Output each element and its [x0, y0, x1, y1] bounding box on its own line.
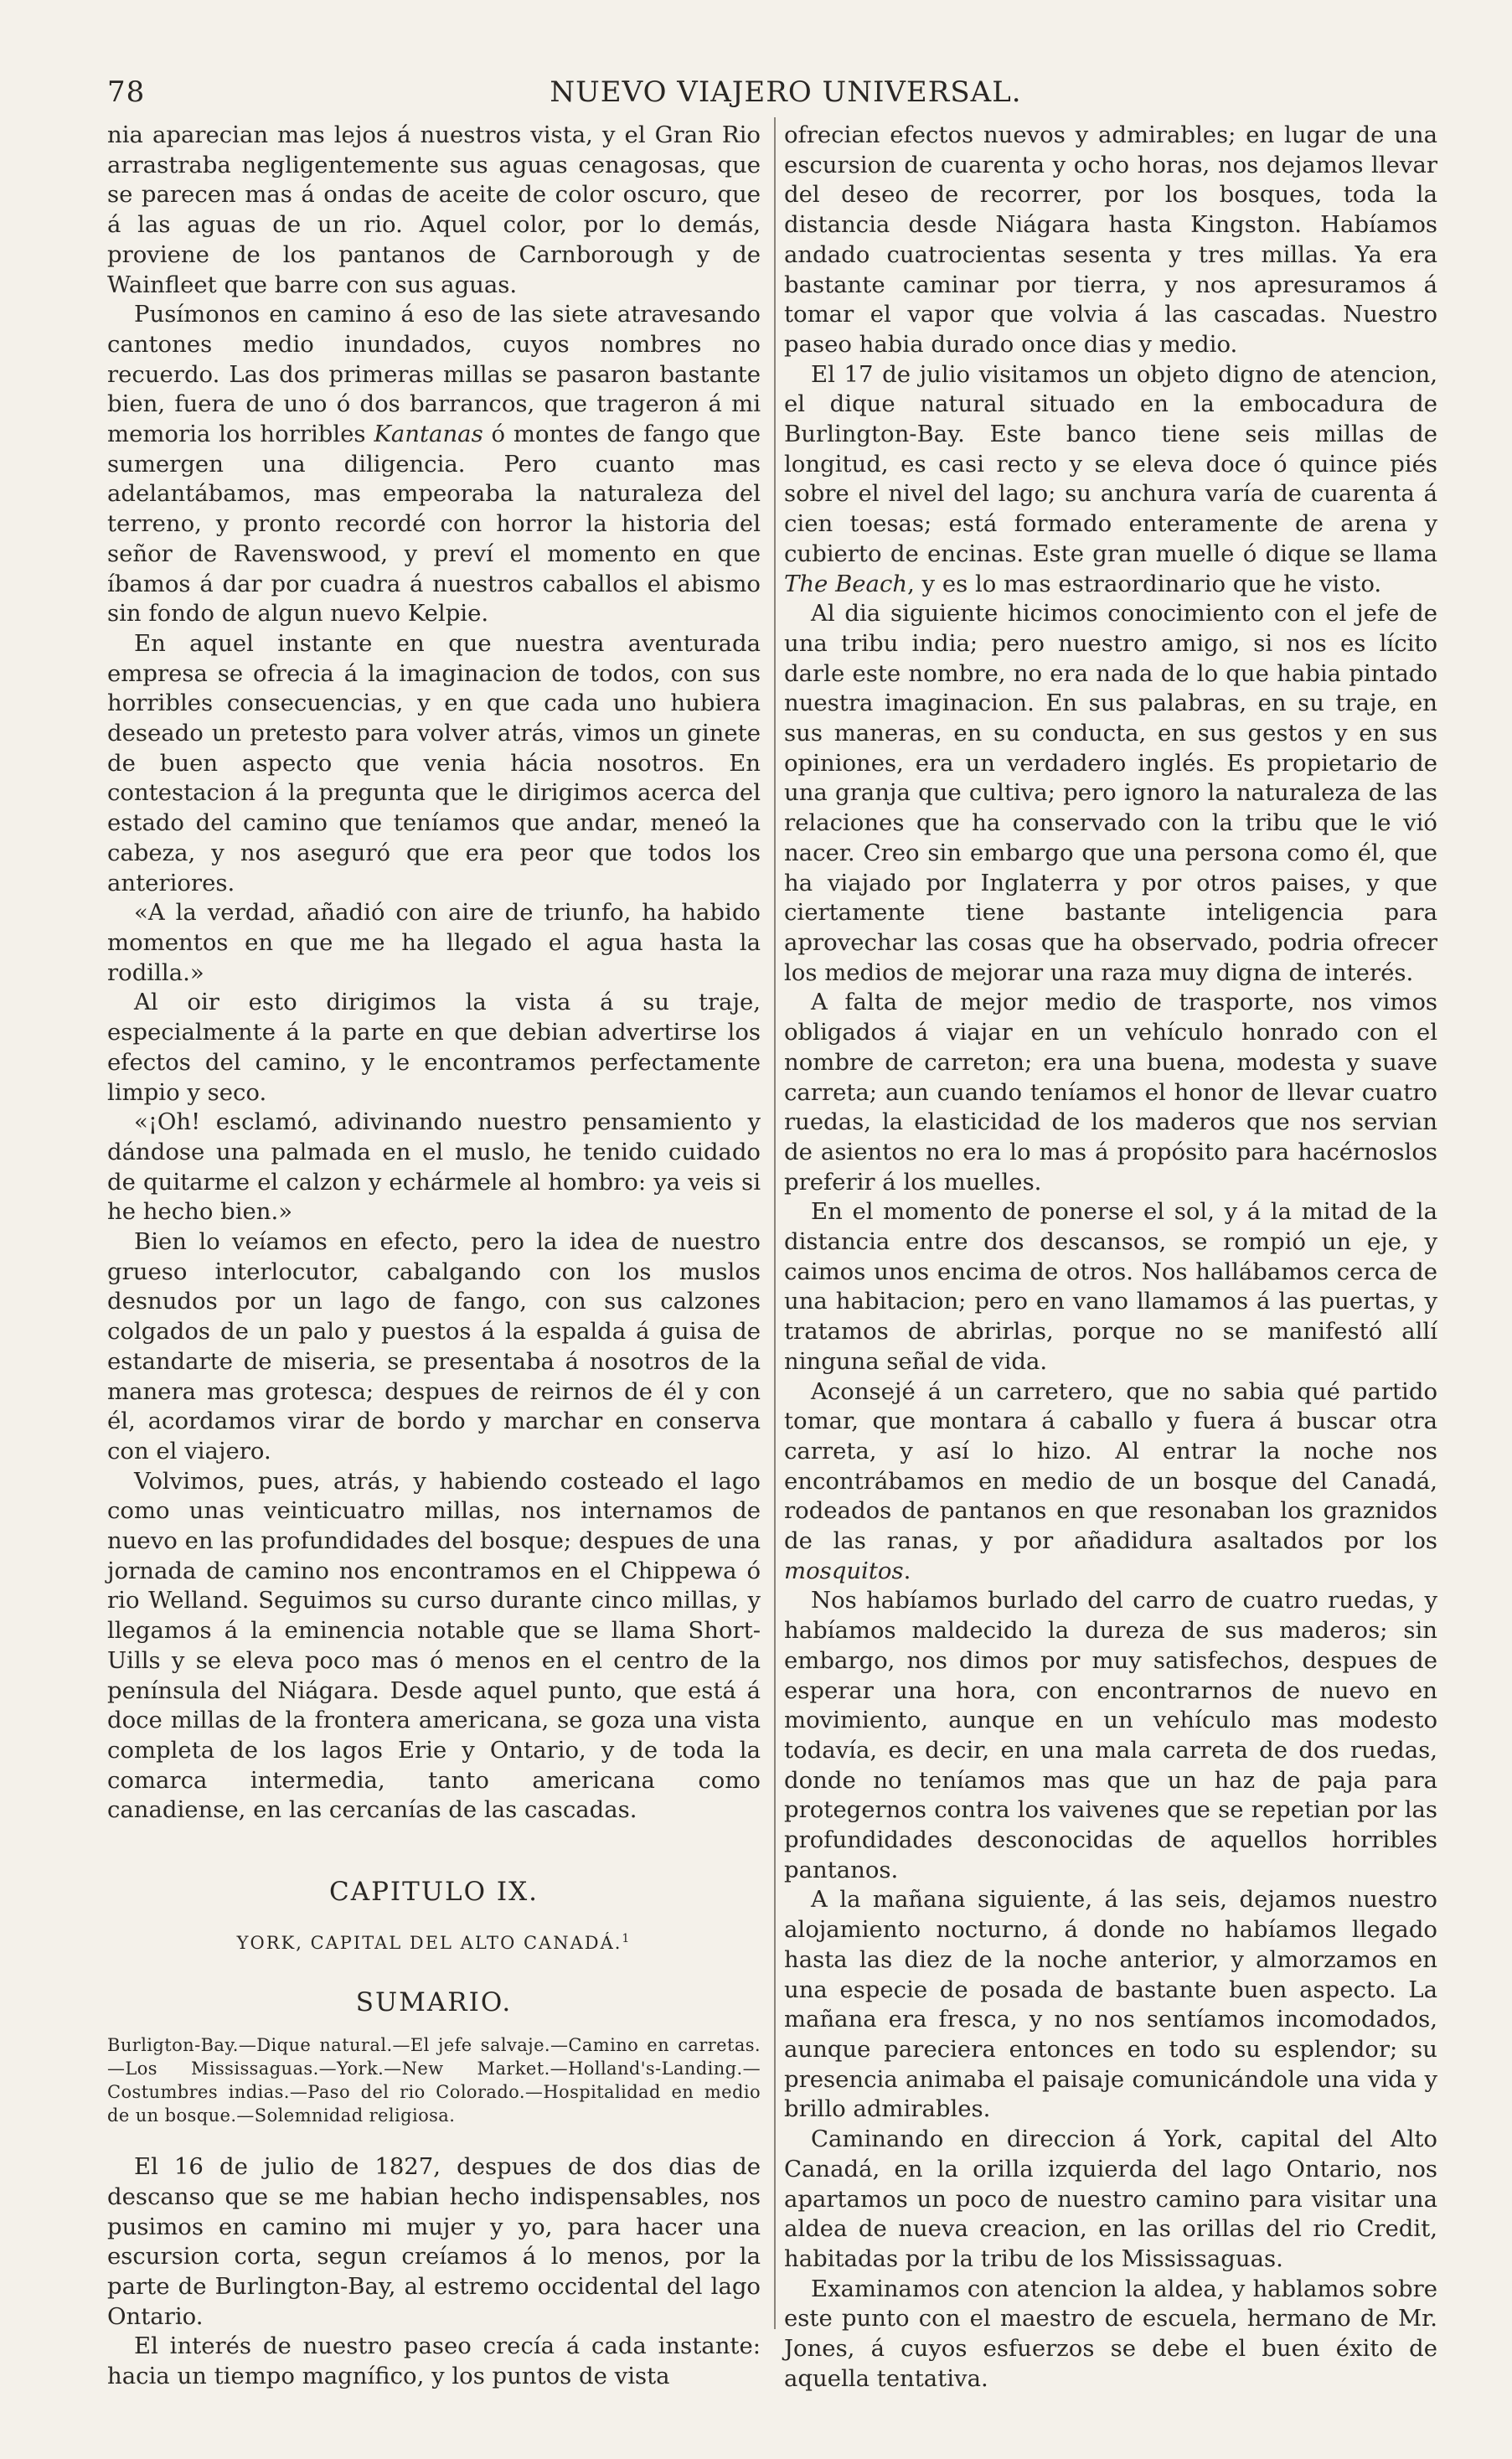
italic-term: Kantanas: [374, 421, 483, 448]
running-title: NUEVO VIAJERO UNIVERSAL.: [550, 75, 1022, 109]
paragraph: El interés de nuestro paseo crecía á cada instante: hacia un tiempo magnífico, y los puntos de vista: [107, 2332, 761, 2390]
paragraph: [784, 360, 1437, 600]
paragraph: Bien lo veíamos en efecto, pero la idea de nuestro grueso interlocutor, cabalgando con los muslos desnudos por un lago de fango, con sus calzones colgados de un palo y puestos á la espalda á guisa de estandarte de miseria, se presentaba á nosotros de la manera mas grotesca; despues de reirnos de él y con él, acordamos virar de bordo y marchar en conserva con el viajero.: [107, 1228, 761, 1465]
text-run: ó montes de fango que sumergen una diligencia. Pero cuanto mas adelantábamos, mas empeoraba la naturaleza del terreno, y pronto recordé con horror la historia del señor de Ravenswood, y preví el momento en que íbamos á dar por cuadra á nuestros caballos el abismo sin fondo de algun nuevo Kelpie.: [107, 421, 761, 628]
paragraph: [107, 300, 761, 629]
paragraph: Volvimos, pues, atrás, y habiendo costeado el lago como unas veinticuatro millas, nos internamos de nuevo en las profundidades del bosque; despues de una jornada de camino nos encontramos en el Chippewa ó rio Welland. Seguimos su curso durante cinco millas, y llegamos á la eminencia notable que se llama Short-Uills y se eleva poco mas ó menos en el centro de la península del Niágara. Desde aquel punto, que está á doce millas de la frontera americana, se goza una vista completa de los lagos Erie y Ontario, y de toda la comarca intermedia, tanto americana como canadiense, en las cercanías de las cascadas.: [107, 1467, 761, 1824]
column-divider: [774, 117, 776, 2329]
running-header: [107, 75, 1464, 117]
chapter-subtitle-text: YORK, CAPITAL DEL ALTO CANADÁ.: [236, 1932, 622, 1953]
paragraph: «A la verdad, añadió con aire de triunfo, ha habido momentos en que me ha llegado el agua hasta la rodilla.»: [107, 899, 761, 986]
paragraph: Al dia siguiente hicimos conocimiento con el jefe de una tribu india; pero nuestro amigo, si nos es lícito darle este nombre, no era nada de lo que habia pintado nuestra imaginacion. En sus palabras, en su traje, en sus maneras, en su conducta, en sus gestos y en sus opiniones, era un verdadero inglés. Es propietario de una granja que cultiva; pero ignoro la naturaleza de las relaciones que ha conservado con la tribu que le vió nacer. Creo sin embargo que una persona como él, que ha viajado por Inglaterra y por otros paises, y que ciertamente tiene bastante inteligencia para aprovechar las cosas que ha observado, podria ofrecer los medios de mejorar una raza muy digna de interés.: [784, 600, 1437, 986]
text-run: Aconsejé á un carretero, que no sabia qué partido tomar, que montara á caballo y fuera á buscar otra carreta, y así lo hizo. Al entrar la noche nos encontrábamos en medio de un bosque del Canadá, rodeados de pantanos en que resonaban los graznidos de las ranas, y por añadidura asaltados por los: [784, 1377, 1437, 1555]
paragraph: Nos habíamos burlado del carro de cuatro ruedas, y habíamos maldecido la dureza de sus maderos; sin embargo, nos dimos por muy satisfechos, despues de esperar una hora, con encontrarnos de nuevo en movimiento, aunque en un vehículo mas modesto todavía, es decir, en una mala carreta de dos ruedas, donde no teníamos mas que un haz de paja para protegernos contra los vaivenes que se repetian por las profundidades desconocidas de aquellos horribles pantanos.: [784, 1587, 1437, 1883]
paragraph: Caminando en direccion á York, capital del Alto Canadá, en la orilla izquierda del lago Ontario, nos apartamos un poco de nuestro camino para visitar una aldea de nueva creacion, en las orillas del rio Credit, habitadas por la tribu de los Mississaguas.: [784, 2126, 1437, 2272]
paragraph: [784, 1377, 1437, 1587]
paragraph: ofrecian efectos nuevos y admirables; en lugar de una escursion de cuarenta y ocho horas, nos dejamos llevar del deseo de recorrer, por los bosques, toda la distancia desde Niágara hasta Kingston. Habíamos andado cuatrocientas sesenta y tres millas. Ya era bastante caminar por tierra, y nos apresuramos á tomar el vapor que volvia á las cascadas. Nuestro paseo habia durado once dias y medio.: [784, 121, 1437, 358]
page-number: 78: [107, 75, 146, 109]
paragraph: «¡Oh! esclamó, adivinando nuestro pensamiento y dándose una palmada en el muslo, he tenido cuidado de quitarme el calzon y echármele al hombro: ya veis si he hecho bien.»: [107, 1108, 761, 1226]
paragraph: A la mañana siguiente, á las seis, dejamos nuestro alojamiento nocturno, á donde no habíamos llegado hasta las diez de la noche anterior, y almorzamos en una especie de posada de bastante buen aspecto. La mañana era fresca, y no nos sentíamos incomodados, aunque pareciera entonces en todo su esplendor; su presencia animaba el paisaje comunicándole una vida y brillo admirables.: [784, 1886, 1437, 2123]
chapter-subtitle: [107, 1924, 761, 1959]
paragraph: El 16 de julio de 1827, despues de dos dias de descanso que se me habian hecho indispensables, nos pusimos en camino mi mujer y yo, para hacer una escursion corta, segun creíamos á lo menos, por la parte de Burlington-Bay, al estremo occidental del lago Ontario.: [107, 2153, 761, 2330]
text-run: El 17 de julio visitamos un objeto digno de atencion, el dique natural situado en la embocadura de Burlington-Bay. Este banco tiene seis millas de longitud, es casi recto y se eleva doce ó quince piés sobre el nivel del lago; su anchura varía de cuarenta á cien toesas; está formado enteramente de arena y cubierto de encinas. Este gran muelle ó dique se llama: [784, 360, 1437, 567]
paragraph: Examinamos con atencion la aldea, y hablamos sobre este punto con el maestro de escuela, hermano de Mr. Jones, á cuyos esfuerzos se debe el buen éxito de aquella tentativa.: [784, 2275, 1437, 2392]
italic-term: mosquitos: [784, 1557, 904, 1584]
paragraph: Al oir esto dirigimos la vista á su traje, especialmente á la parte en que debian advertirse los efectos del camino, y le encontramos perfectamente limpio y seco.: [107, 989, 761, 1106]
text-run: .: [903, 1557, 911, 1584]
paragraph: En el momento de ponerse el sol, y á la mitad de la distancia entre dos descansos, se rompió un eje, y caimos unos encima de otros. Nos hallábamos cerca de una habitacion; pero en vano llamamos á las puertas, y tratamos de abrirlas, porque no se manifestó allí ninguna señal de vida.: [784, 1198, 1437, 1375]
right-column: [784, 121, 1437, 2394]
text-run: , y es lo mas estraordinario que he visto.: [907, 570, 1382, 597]
italic-term: The Beach: [784, 570, 908, 597]
chapter-heading: CAPITULO IX.: [328, 1877, 539, 1908]
paragraph: nia aparecian mas lejos á nuestros vista, y el Gran Rio arrastraba negligentemente sus aguas cenagosas, que se parecen mas á ondas de aceite de color oscuro, que á las aguas de un rio. Aquel color, por lo demás, proviene de los pantanos de Carnborough y de Wainfleet que barre con sus aguas.: [107, 121, 761, 298]
summary-heading: SUMARIO.: [355, 1987, 513, 2018]
left-column: [107, 121, 761, 2392]
summary-text: Burligton-Bay.—Dique natural.—El jefe salvaje.—Camino en carretas.—Los Mississaguas.—York.—New Market.—Holland's-Landing.—Costumbres indias.—Paso del rio Colorado.—Hospitalidad en medio de un bosque.—Solemnidad religiosa.: [107, 2035, 761, 2126]
footnote-marker: 1: [622, 1931, 632, 1945]
paragraph: A falta de mejor medio de trasporte, nos vimos obligados á viajar en un vehículo honrado con el nombre de carreton; era una buena, modesta y suave carreta; aun cuando teníamos el honor de llevar cuatro ruedas, la elasticidad de los maderos que nos servian de asientos no era lo mas á propósito para hacérnoslos preferir á los muelles.: [784, 989, 1437, 1196]
paragraph: En aquel instante en que nuestra aventurada empresa se ofrecia á la imaginacion de todos, con sus horribles consecuencias, y en que cada uno hubiera deseado un pretesto para volver atrás, vimos un ginete de buen aspecto que venia hácia nosotros. En contestacion á la pregunta que le dirigimos acerca del estado del camino que teníamos que andar, meneó la cabeza, y nos aseguró que era peor que todos los anteriores.: [107, 629, 761, 896]
text-run: Pusímonos en camino á eso de las siete atravesando cantones medio inundados, cuyos nombres no recuerdo. Las dos primeras millas se pasaron bastante bien, fuera de uno ó dos barrancos, que trageron á mi memoria los horribles: [107, 301, 761, 448]
